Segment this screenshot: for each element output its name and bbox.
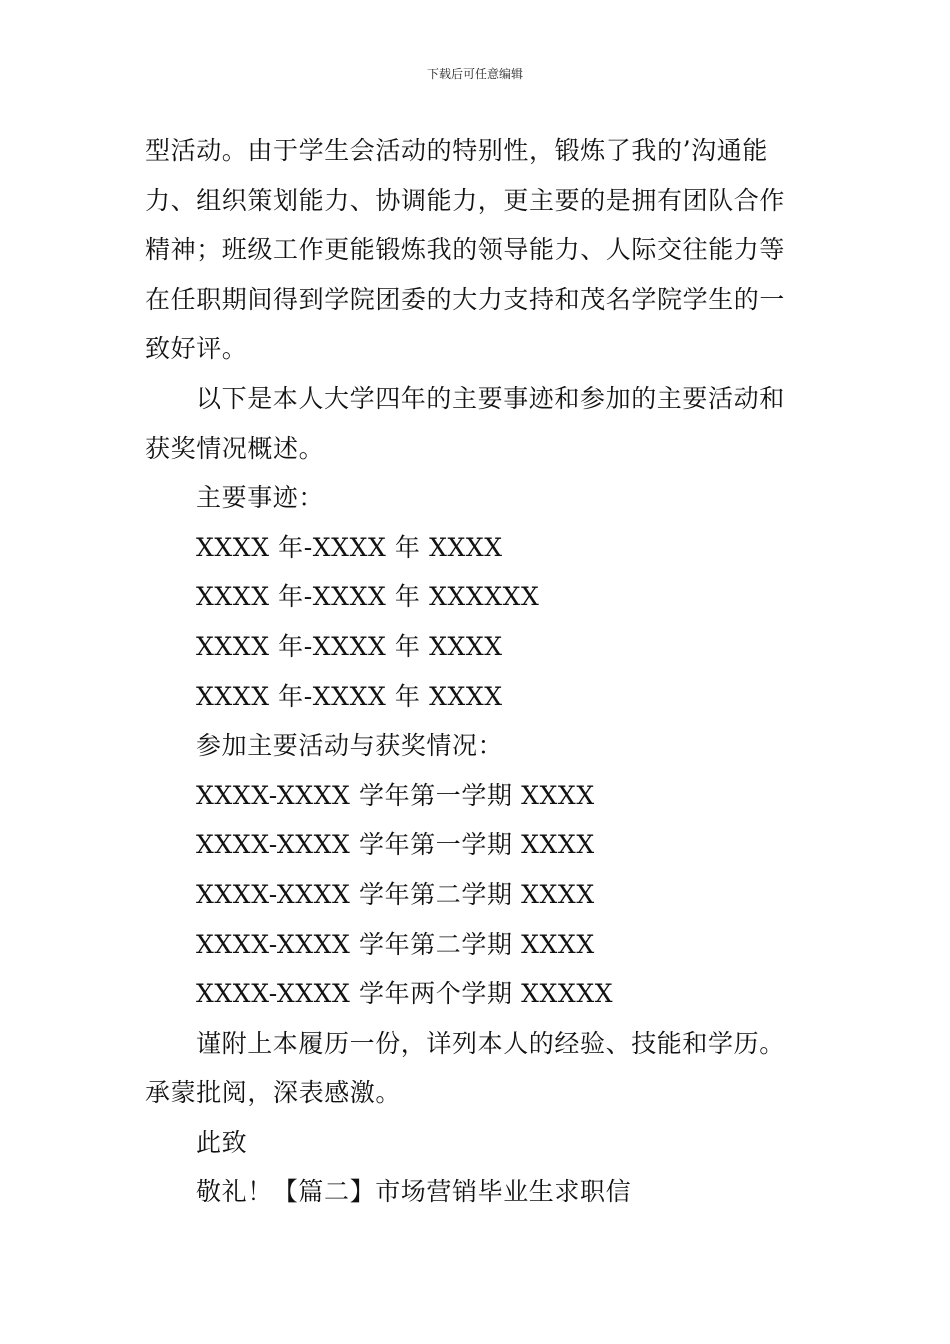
text-line: XXXX 年-XXXX 年 XXXXXX: [196, 582, 540, 612]
paragraph: [145, 1118, 810, 1168]
paragraph: [145, 920, 810, 970]
paragraph: [145, 721, 810, 771]
paragraph: [145, 622, 810, 672]
text-line: XXXX-XXXX 学年第一学期 XXXX: [196, 830, 595, 860]
text-line: XXXX-XXXX 学年两个学期 XXXXX: [196, 979, 614, 1009]
text-line: 在任职期间得到学院团委的大力支持和茂名学院学生的一: [145, 284, 786, 314]
text-line: 精神；班级工作更能锻炼我的领导能力、人际交往能力等: [145, 235, 786, 265]
paragraph: [145, 672, 810, 722]
paragraph: [145, 572, 810, 622]
text-line: 主要事迹：: [196, 483, 325, 513]
paragraph: [145, 969, 810, 1019]
paragraph: [145, 473, 810, 523]
text-line: XXXX 年-XXXX 年 XXXX: [196, 631, 503, 661]
paragraph: [145, 870, 810, 920]
text-line: 此致: [196, 1127, 248, 1157]
text-line: XXXX 年-XXXX 年 XXXX: [196, 681, 503, 711]
text-line: 以下是本人大学四年的主要事迹和参加的主要活动和: [196, 383, 785, 413]
text-line: 型活动。由于学生会活动的特别性，锻炼了我的’沟通能: [145, 136, 768, 165]
paragraph: [145, 126, 810, 374]
paragraph: [145, 1019, 810, 1118]
text-line: 敬礼！【篇二】市场营销毕业生求职信: [196, 1177, 632, 1207]
text-line: 承蒙批阅，深表感激。: [145, 1078, 402, 1108]
text-line: XXXX-XXXX 学年第二学期 XXXX: [196, 929, 595, 959]
text-line: 致好评。: [145, 334, 248, 364]
text-line: XXXX-XXXX 学年第二学期 XXXX: [196, 879, 595, 909]
paragraph: [145, 523, 810, 573]
paragraph: [145, 374, 810, 473]
text-line: 谨附上本履历一份，详列本人的经验、技能和学历。: [196, 1028, 785, 1058]
text-line: XXXX-XXXX 学年第一学期 XXXX: [196, 780, 595, 810]
page-header: 下载后可任意编辑: [426, 67, 523, 81]
text-line: XXXX 年-XXXX 年 XXXX: [196, 532, 503, 562]
document-body: [145, 126, 810, 1217]
paragraph: [145, 820, 810, 870]
paragraph: [145, 1167, 810, 1217]
text-line: 获奖情况概述。: [145, 433, 325, 463]
paragraph: [145, 771, 810, 821]
text-line: 参加主要活动与获奖情况：: [196, 731, 504, 761]
text-line: 力、组织策划能力、协调能力，更主要的是拥有团队合作: [145, 185, 786, 215]
